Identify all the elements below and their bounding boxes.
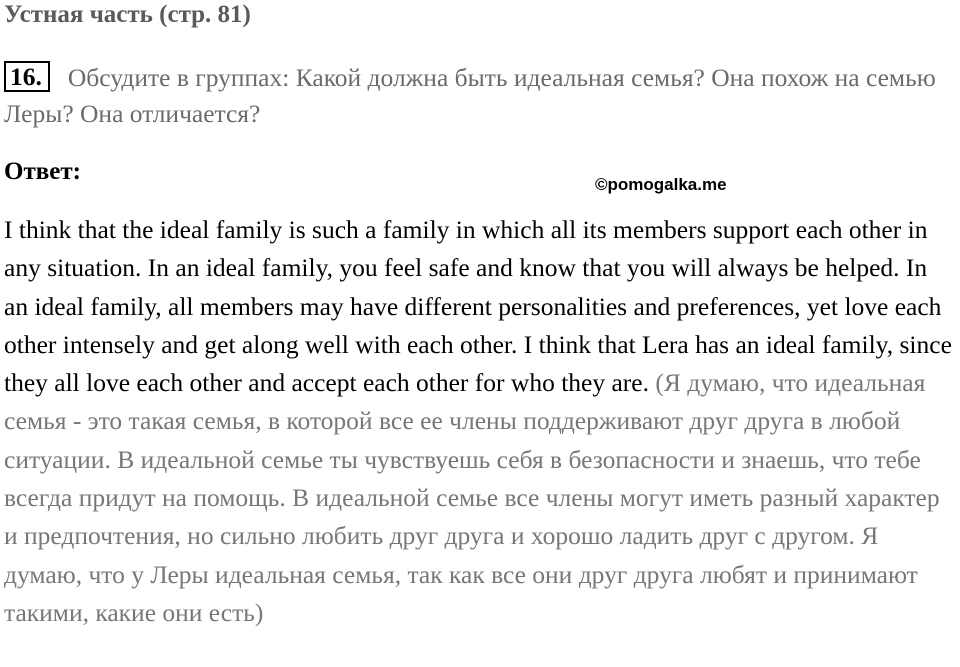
task-text: Обсудите в группах: Какой должна быть идеальная семья? Она похож на семью Леры? Она отличается?	[4, 63, 936, 128]
answer-translation-text: (Я думаю, что идеальная семья - это такая семья, в которой все ее члены поддерживают друг друга в любой ситуации. В идеальной семье ты чувствуешь себя в безопасности и знаешь, что тебе всегда придут на помощь. В идеальной семье все члены могут иметь разный характер и предпочтения, но сильно любить друг друга и хорошо ладить друг с другом. Я думаю, что у Леры идеальная семья, так как все они друг друга любят и принимают такими, какие они есть)	[4, 368, 940, 627]
answer-english-text: I think that the ideal family is such a family in which all its members support each other in any situation. In an ideal family, you feel safe and know that you will always be helped. In an ideal family, all members may have different personalities and preferences, yet love each other intensely and get along well with each other. I think that Lera has an ideal family, since they all love each other and accept each other for who they are.	[4, 215, 952, 398]
task-number-box: 16.	[4, 61, 50, 92]
section-title: Устная часть (стр. 81)	[4, 1, 251, 28]
task-block	[4, 60, 954, 132]
answer-body	[4, 211, 954, 632]
answer-label: Ответ:	[4, 158, 81, 185]
watermark-text: ©pomogalka.me	[595, 175, 727, 194]
